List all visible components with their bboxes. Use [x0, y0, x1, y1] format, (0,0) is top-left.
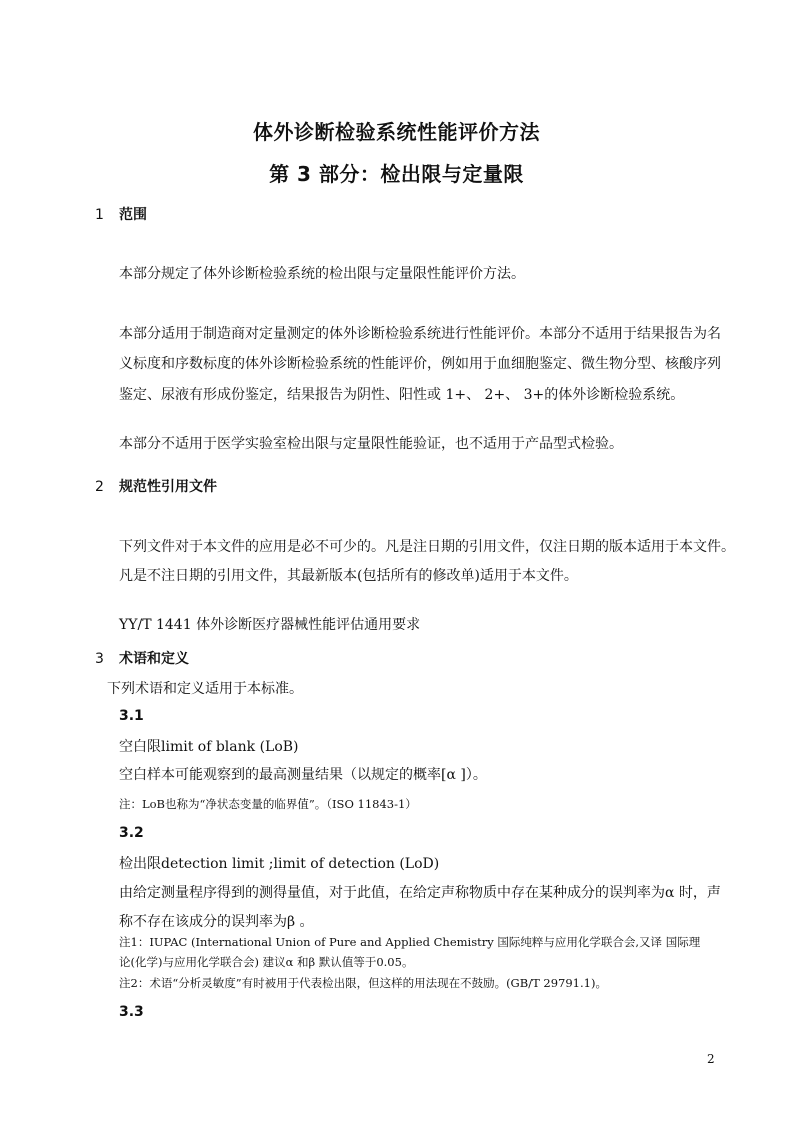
- page-number: 2: [707, 1052, 715, 1066]
- term-number: 3.2: [119, 825, 144, 841]
- section-title: 范围: [119, 207, 147, 223]
- section-1-heading: [95, 204, 147, 224]
- section-title: 术语和定义: [119, 651, 189, 667]
- note: 注2：术语“分析灵敏度”有时被用于代表检出限，但这样的用法现在不鼓励。(GB/T 29791.1)。: [119, 976, 607, 990]
- section-number: 2: [95, 479, 104, 495]
- term-number: 3.3: [119, 1004, 144, 1020]
- document-subtitle: 第 3 部分：检出限与定量限: [269, 162, 524, 186]
- note: 注：LoB也称为“净状态变量的临界值”。（ISO 11843-1）: [119, 797, 417, 811]
- paragraph: 本部分规定了体外诊断检验系统的检出限与定量限性能评价方法。: [119, 266, 525, 282]
- paragraph-line: 凡是不注日期的引用文件，其最新版本(包括所有的修改单)适用于本文件。: [119, 568, 578, 584]
- paragraph: 本部分不适用于医学实验室检出限与定量限性能验证，也不适用于产品型式检验。: [119, 436, 623, 452]
- term-definition-line: 称不存在该成分的误判率为β 。: [119, 914, 314, 930]
- normative-reference: YY/T 1441 体外诊断医疗器械性能评估通用要求: [119, 617, 421, 633]
- section-3-heading: [95, 648, 189, 668]
- paragraph-line: 下列文件对于本文件的应用是必不可少的。凡是注日期的引用文件，仅注日期的版本适用于本文件。: [119, 539, 735, 555]
- term-definition: 空白样本可能观察到的最高测量结果（以规定的概率[α ]）。: [119, 767, 487, 783]
- section-number: 1: [95, 207, 104, 223]
- note-line: 论(化学)与应用化学联合会) 建议α 和β 默认值等于0.05。: [119, 955, 414, 969]
- section-number: 3: [95, 651, 104, 667]
- paragraph-line: 义标度和序数标度的体外诊断检验系统的性能评价，例如用于血细胞鉴定、微生物分型、核酸序列: [119, 356, 721, 372]
- paragraph-line: 本部分适用于制造商对定量测定的体外诊断检验系统进行性能评价。本部分不适用于结果报告为名: [119, 326, 721, 342]
- term-definition-line: 由给定测量程序得到的测得量值，对于此值，在给定声称物质中存在某种成分的误判率为α 时，声: [119, 885, 721, 901]
- note-line: 注1：IUPAC (International Union of Pure and Applied Chemistry 国际纯粹与应用化学联合会,又译 国际理: [119, 935, 701, 949]
- section-title: 规范性引用文件: [119, 479, 217, 495]
- term-name: 检出限detection limit ;limit of detection (LoD): [119, 856, 440, 872]
- section-2-heading: [95, 476, 217, 496]
- paragraph-line: 鉴定、尿液有形成份鉴定，结果报告为阴性、阳性或 1+、 2+、 3+的体外诊断检验系统。: [119, 387, 685, 403]
- term-name: 空白限limit of blank (LoB): [119, 739, 299, 755]
- document-title: 体外诊断检验系统性能评价方法: [253, 120, 540, 144]
- paragraph: 下列术语和定义适用于本标准。: [107, 681, 303, 697]
- term-number: 3.1: [119, 708, 144, 724]
